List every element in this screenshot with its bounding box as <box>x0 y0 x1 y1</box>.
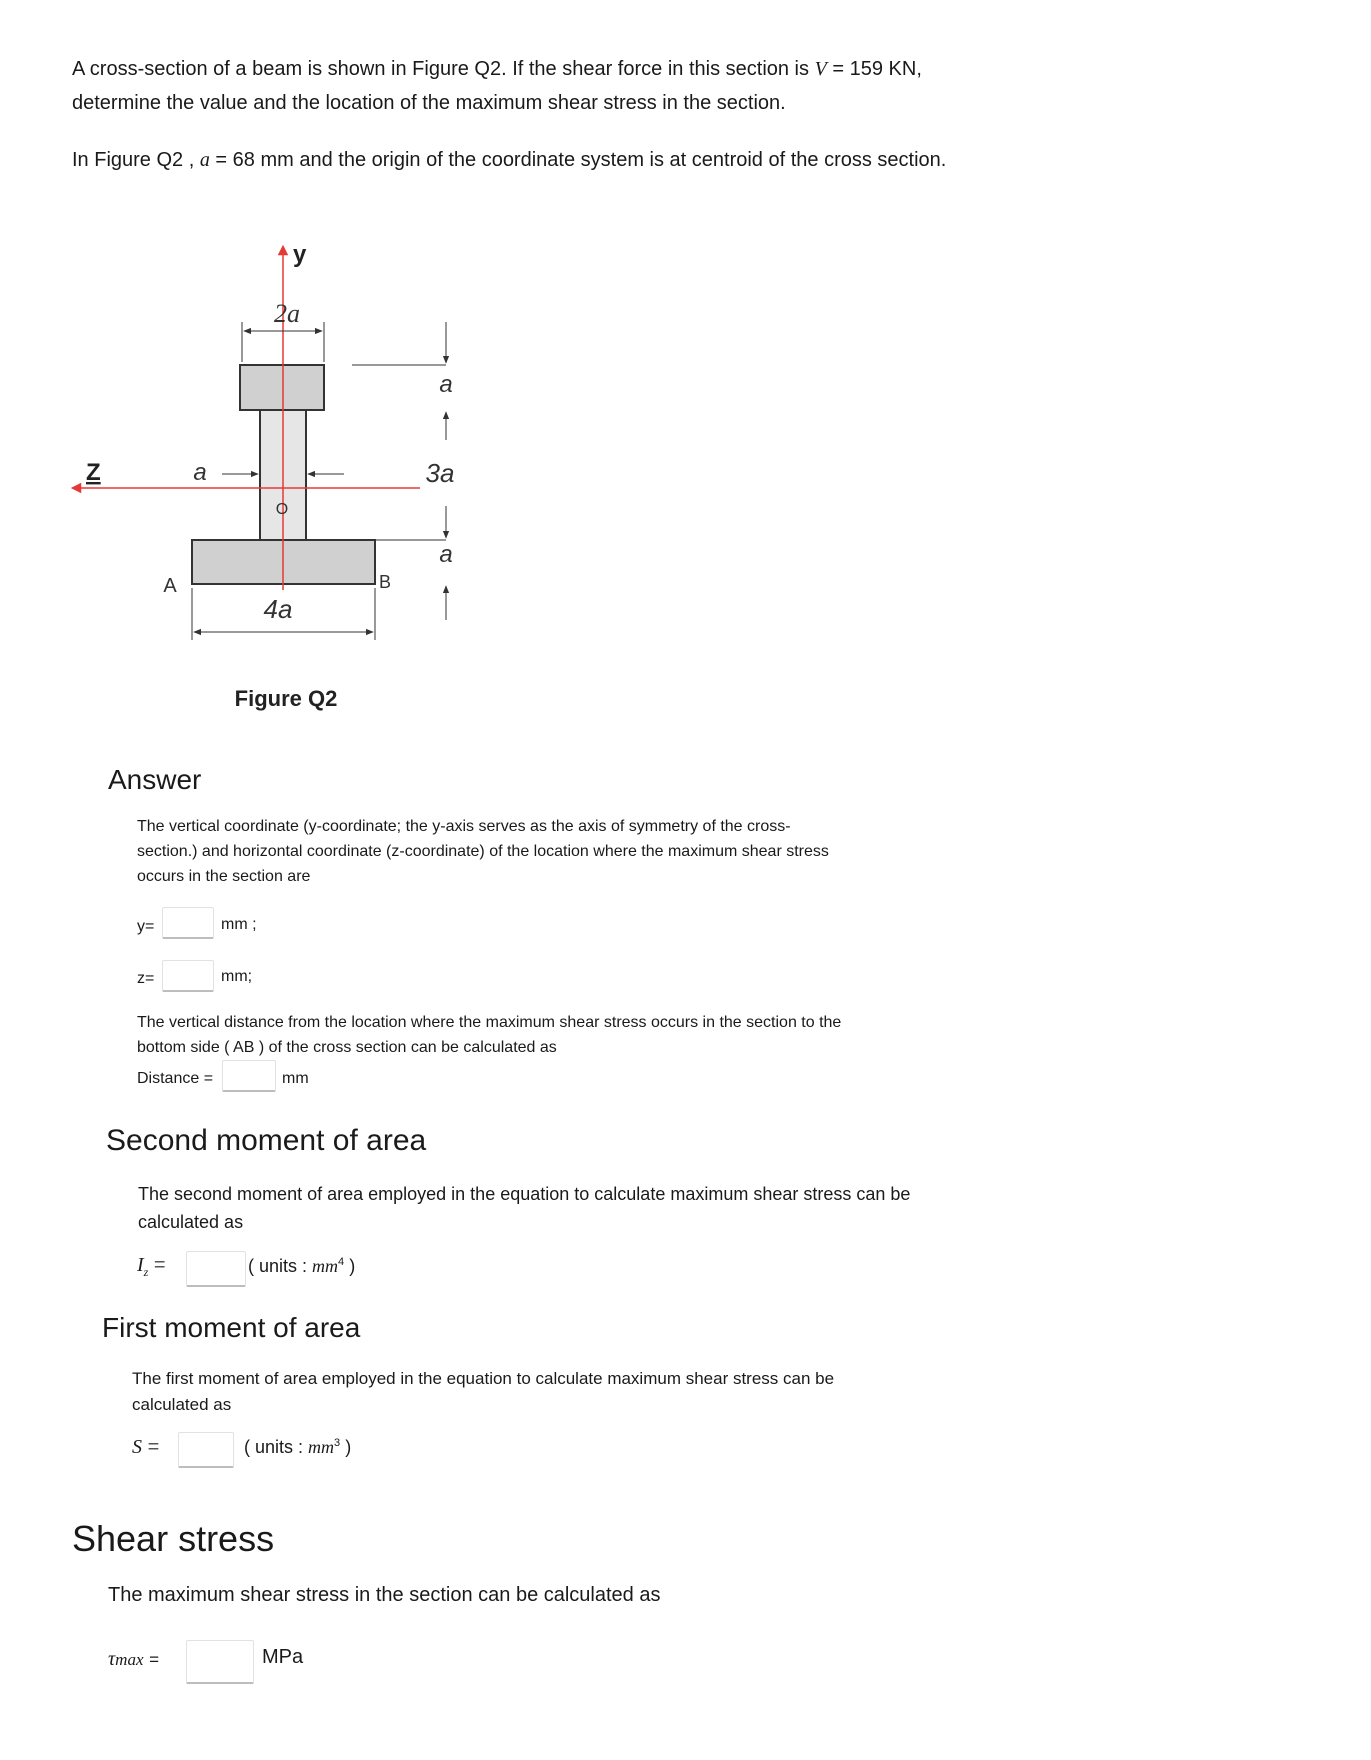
figure-caption: Figure Q2 <box>234 686 338 711</box>
problem-line2: determine the value and the location of the maximum shear stress in the section. <box>72 92 786 114</box>
first-moment-description: The first moment of area employed in the equation to calculate maximum shear stress can be calculated as <box>132 1369 835 1414</box>
z-label: z= <box>137 970 155 987</box>
S-units: ( units : $mm^3$ ) <box>244 1437 352 1457</box>
point-b-label: B <box>378 572 392 592</box>
line3-prefix: In Figure Q2 , <box>72 149 195 171</box>
second-moment-heading: Second moment of area <box>106 1124 427 1157</box>
top-flange <box>240 365 324 410</box>
first-moment-heading: First moment of area <box>102 1312 361 1343</box>
problem-statement <box>72 52 1272 86</box>
distance-label: Distance = <box>137 1070 214 1087</box>
origin-label: O <box>275 501 289 518</box>
second-moment-description: The second moment of area employed in the equation to calculate maximum shear stress can be calculated as <box>138 1184 911 1232</box>
tau-max-label: τmax = <box>108 1648 159 1670</box>
distance-input[interactable] <box>222 1060 276 1092</box>
dim-web-width: a <box>193 459 207 486</box>
tau-max-input[interactable] <box>186 1640 254 1684</box>
problem-line3 <box>72 143 1322 177</box>
y-label: y= <box>137 918 155 935</box>
dim-web-height: 3a <box>425 458 455 488</box>
dim-top-width: 2a <box>274 299 300 328</box>
y-unit: mm ; <box>221 916 257 933</box>
z-unit: mm; <box>221 968 253 985</box>
V-value: 159 KN, <box>849 58 922 80</box>
point-a-label: A <box>163 575 177 597</box>
a-symbol: a <box>199 149 210 171</box>
Iz-input[interactable] <box>186 1251 246 1287</box>
equals-sign: = <box>832 58 845 80</box>
figure-q2 <box>0 220 560 740</box>
dim-top-flange: a <box>439 371 453 398</box>
V-symbol: V <box>814 58 827 80</box>
dim-bottom-flange: a <box>439 541 453 568</box>
distance-description: The vertical distance from the location where the maximum shear stress occurs in the section to the bottom side ( AB ) of the cross section can be calculated as <box>137 1014 842 1056</box>
Iz-label: $I_z$ = <box>137 1254 166 1279</box>
Iz-units: ( units : $mm^4$ ) <box>248 1256 356 1276</box>
answer-heading: Answer <box>108 764 202 795</box>
tau-max-unit: MPa <box>262 1646 304 1668</box>
location-description: The vertical coordinate (y-coordinate; the y-axis serves as the axis of symmetry of the cross- section.) and horizontal coordinate (z-coordinate) of the location where the maximum shear stress occurs in the section are <box>137 818 829 885</box>
y-axis-label: y <box>293 241 307 268</box>
equals-sign: = <box>215 149 228 171</box>
z-coordinate-input[interactable] <box>162 960 214 992</box>
y-coordinate-input[interactable] <box>162 907 214 939</box>
problem-line1: A cross-section of a beam is shown in Figure Q2. If the shear force in this section is <box>72 58 810 80</box>
z-axis-label: Z <box>86 459 101 486</box>
a-value: 68 mm and the origin of the coordinate system is at centroid of the cross section. <box>232 149 947 171</box>
S-label: S = <box>132 1436 160 1458</box>
distance-unit: mm <box>282 1070 309 1087</box>
shear-stress-heading: Shear stress <box>72 1518 275 1559</box>
S-input[interactable] <box>178 1432 234 1468</box>
dim-bottom-width: 4a <box>263 594 293 624</box>
shear-stress-description: The maximum shear stress in the section can be calculated as <box>108 1584 661 1606</box>
